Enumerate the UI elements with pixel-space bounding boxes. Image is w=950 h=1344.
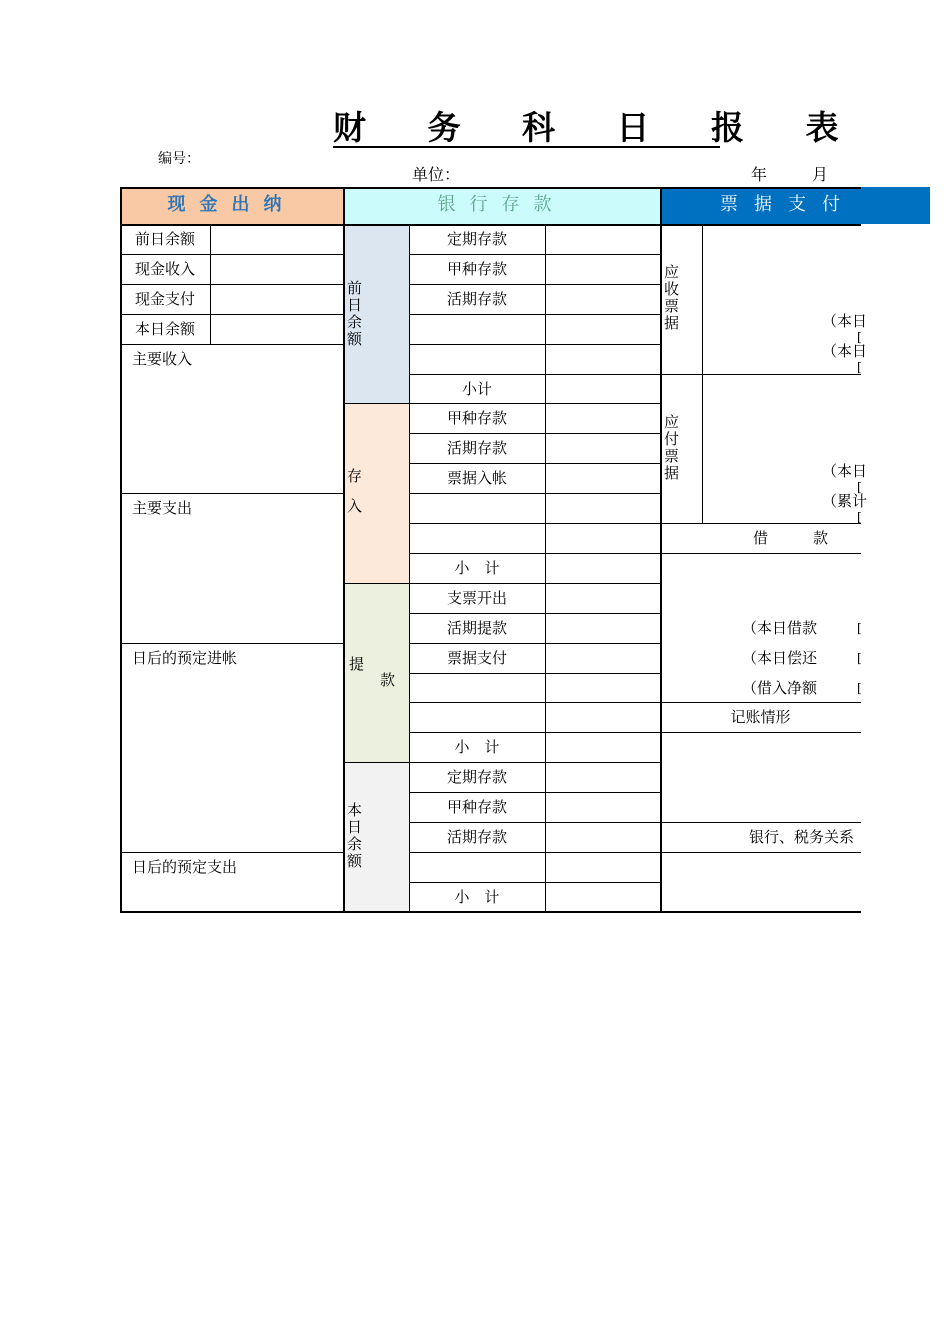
grid-line	[409, 852, 660, 853]
grid-line	[343, 403, 409, 404]
grid-line	[409, 673, 660, 674]
grid-line	[343, 762, 409, 763]
cash-section-label: 日后的预定进帐	[132, 649, 238, 667]
grid-line	[120, 187, 861, 189]
grid-line	[120, 254, 343, 255]
grid-line	[409, 762, 660, 763]
cash-section-label: 主要支出	[132, 499, 193, 517]
bookkeeping-label: 记账情形	[730, 708, 791, 726]
receivable-line: （本日	[822, 342, 868, 360]
cash-header-label: 现金出纳	[167, 194, 296, 215]
cash-row-label: 前日余额	[134, 230, 195, 248]
grid-line	[545, 224, 546, 911]
bank-subtotal-label: 小 计	[454, 888, 500, 906]
loan-line: （借入净额	[742, 678, 818, 697]
bank-subtotal-label: 小 计	[454, 738, 500, 756]
grid-line	[120, 852, 343, 853]
grid-line	[120, 314, 343, 315]
grid-line	[409, 463, 660, 464]
cash-row-label: 本日余额	[134, 320, 195, 338]
bank-item-label: 甲种存款	[446, 409, 507, 427]
cash-section-label: 日后的预定支出	[132, 858, 238, 876]
bracket-glyph: [	[857, 480, 862, 494]
payable-line: （累计	[822, 492, 868, 510]
bank-item-label: 支票开出	[446, 589, 507, 607]
grid-line	[660, 374, 861, 375]
bank-item-label: 甲种存款	[446, 260, 507, 278]
grid-line	[120, 284, 343, 285]
grid-line	[409, 643, 660, 644]
grid-line	[120, 187, 122, 912]
grid-line	[660, 553, 861, 554]
grid-line	[409, 822, 660, 823]
bank-item-label: 票据入帐	[446, 469, 507, 487]
grid-line	[660, 852, 861, 853]
grid-line	[409, 284, 660, 285]
grid-line	[409, 882, 660, 883]
grid-line	[343, 583, 409, 584]
grid-line	[409, 702, 660, 703]
payable-label: 应付票据	[664, 413, 680, 482]
bracket-glyph: [	[857, 510, 862, 524]
grid-line	[660, 822, 861, 823]
grid-line	[210, 224, 211, 344]
relations-label: 银行、税务关系	[749, 828, 855, 846]
grid-line	[409, 553, 660, 554]
bank-item-label: 定期存款	[446, 768, 507, 786]
grid-line	[409, 403, 660, 404]
loan-line: （本日偿还	[742, 648, 818, 667]
bracket-glyph: [	[857, 621, 862, 635]
loan-line: （本日借款	[742, 619, 818, 637]
bank-header-label: 银行存款	[437, 194, 566, 215]
grid-line	[409, 613, 660, 614]
grid-line	[409, 732, 660, 733]
grid-line	[409, 314, 660, 315]
grid-line	[660, 702, 861, 703]
grid-line	[409, 344, 660, 345]
receivable-label: 应收票据	[664, 263, 680, 332]
page-title: 财 务 科 日 报 表	[333, 108, 864, 147]
bank-item-label: 活期存款	[446, 439, 507, 457]
bank-subtotal-label: 小计	[461, 380, 492, 398]
bank-group-label: 提	[349, 655, 365, 673]
bank-group-label: 存	[347, 467, 363, 485]
bank-group-label: 入	[347, 497, 363, 515]
bank-group-label: 本日余额	[347, 801, 363, 870]
grid-line	[120, 911, 861, 913]
cash-row-label: 现金收入	[134, 260, 195, 278]
grid-line	[409, 792, 660, 793]
grid-line	[120, 224, 861, 226]
grid-line	[660, 187, 662, 912]
grid-line	[409, 254, 660, 255]
receivable-line: （本日	[822, 312, 868, 330]
number-label: 编号：	[158, 151, 200, 167]
bank-item-label: 定期存款	[446, 230, 507, 248]
bank-subtotal-label: 小 计	[454, 559, 500, 577]
grid-line	[660, 732, 861, 733]
bank-group-bg	[345, 403, 409, 583]
grid-line	[120, 643, 343, 644]
bank-item-label: 活期提款	[446, 619, 507, 637]
loan-header: 借 款	[752, 529, 828, 547]
bank-group-label: 款	[380, 671, 396, 689]
bank-item-label: 甲种存款	[446, 798, 507, 816]
bracket-glyph: [	[857, 681, 862, 695]
year-label: 年	[751, 165, 768, 184]
grid-line	[409, 583, 660, 584]
bracket-glyph: [	[857, 651, 862, 665]
unit-label: 单位：	[412, 165, 461, 184]
grid-line	[120, 344, 343, 345]
grid-line	[120, 493, 343, 494]
cash-row-label: 现金支付	[134, 290, 195, 308]
grid-line	[409, 433, 660, 434]
month-label: 月	[812, 165, 829, 184]
grid-line	[343, 187, 345, 912]
cash-section-label: 主要收入	[132, 350, 193, 368]
payable-line: （本日	[822, 462, 868, 480]
notes-header-label: 票据支付	[720, 194, 856, 215]
grid-line	[409, 493, 660, 494]
grid-line	[409, 523, 660, 524]
bracket-glyph: [	[857, 360, 862, 374]
grid-line	[660, 523, 861, 524]
bank-item-label: 票据支付	[446, 649, 507, 667]
bank-item-label: 活期存款	[446, 290, 507, 308]
bank-group-label: 前日余额	[347, 279, 363, 348]
bank-item-label: 活期存款	[446, 828, 507, 846]
bracket-glyph: [	[857, 330, 862, 344]
grid-line	[409, 374, 660, 375]
grid-line	[409, 224, 410, 911]
